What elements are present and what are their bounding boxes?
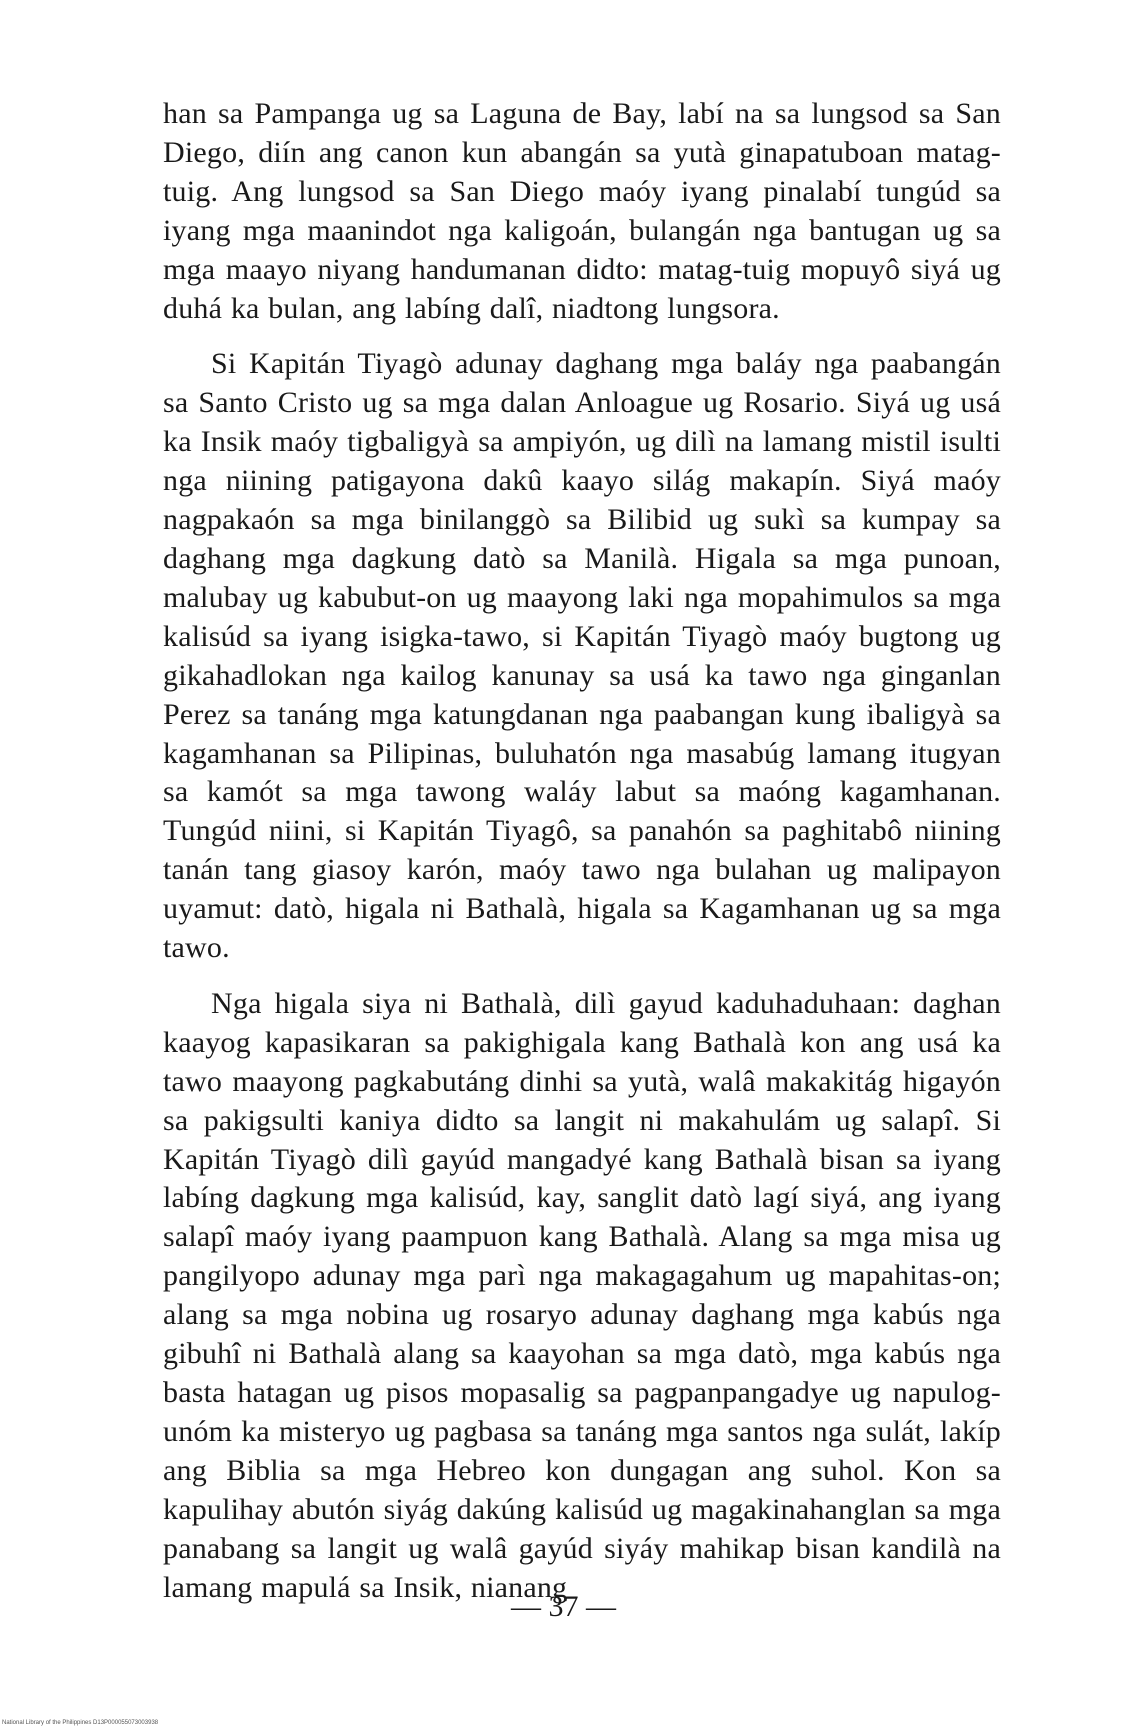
archive-footer: National Library of the Philippines D13P000055073003938 (2, 1720, 159, 1726)
paragraph-1: han sa Pampanga ug sa Laguna de Bay, labí na sa lungsod sa San Diego, diín ang canon kun abangán sa yutà ginapatuboan matag-tuig. Ang lungsod sa San Diego maóy iyang pinalabí tungúd sa iyang mga maanindot nga kaligoán, bulangán nga bantugan ug sa mga maayo niyang handumanan didto: matag-tuig mopuyô siyá ug duhá ka bulan, ang labíng dalî, niadtong lungsora. (163, 97, 1001, 325)
paragraph-3: Nga higala siya ni Bathalà, dilì gayud kaduhaduhaan: daghan kaayog kapasikaran sa pakighigala kang Bathalà kon ang usá ka tawo maayong pagkabutáng dinhi sa yutà, walâ makakitág higayón sa pakigsulti kaniya didto sa langit ni makahulám ug salapî. Si Kapitán Tiyagò dilì gayúd mangadyé kang Bathalà bisan sa iyang labíng dagkung mga kalisúd, kay, sanglit datò lagí siyá, ang iyang salapî maóy iyang paampuon kang Bathalà. Alang sa mga misa ug pangilyopo adunay mga parì nga makagagahum ug mapahitas-on; alang sa mga nobina ug rosaryo adunay daghang mga kabús nga gibuhî ni Bathalà alang sa kaayohan sa mga datò, mga kabús nga basta hatagan ug pisos mopasalig sa pagpanpangadye ug napulog-unóm ka misteryo ug pagbasa sa tanáng mga santos nga sulát, lakíp ang Biblia sa mga Hebreo kon dungagan ang suhol. Kon sa kapulihay abutón siyág dakúng kalisúd ug magakinahanglan sa mga panabang sa langit ug walâ gayúd siyáy mahikap bisan kandilà na lamang mapulá sa Insik, nianang (163, 986, 1001, 1604)
paragraph-2: Si Kapitán Tiyagò adunay daghang mga baláy nga paabangán sa Santo Cristo ug sa mga dalan Anloague ug Rosario. Siyá ug usá ka Insik maóy tigbaligyà sa ampiyón, ug dilì na lamang mistil isulti nga niining patigayona dakû kaayo silág makapín. Siyá maóy nagpakaón sa mga binilanggò sa Bilibid ug sukì sa kumpay sa daghang mga dagkung datò sa Manilà. Higala sa mga punoan, malubay ug kabubut-on ug maayong laki nga mopahimulos sa mga kalisúd sa iyang isigka-tawo, si Kapitán Tiyagò maóy bugtong ug gikahadlokan nga kailog kanunay sa usá ka tawo nga ginganlan Perez sa tanáng mga katungdanan nga paabangan kung ibaligyà sa kagamhanan sa Pilipinas, buluhatón nga masabúg lamang itugyan sa kamót sa mga tawong waláy labut sa maóng kagamhanan. Tungúd niini, si Kapitán Tiyagô, sa panahón sa paghitabô niining tanán tang giasoy karón, maóy tawo nga bulahan ug malipayon uyamut: datò, higala ni Bathalà, higala sa Kagamhanan ug sa mga tawo. (163, 347, 1001, 965)
page-number: — 37 — (511, 1590, 616, 1623)
body-text (163, 95, 1001, 1607)
